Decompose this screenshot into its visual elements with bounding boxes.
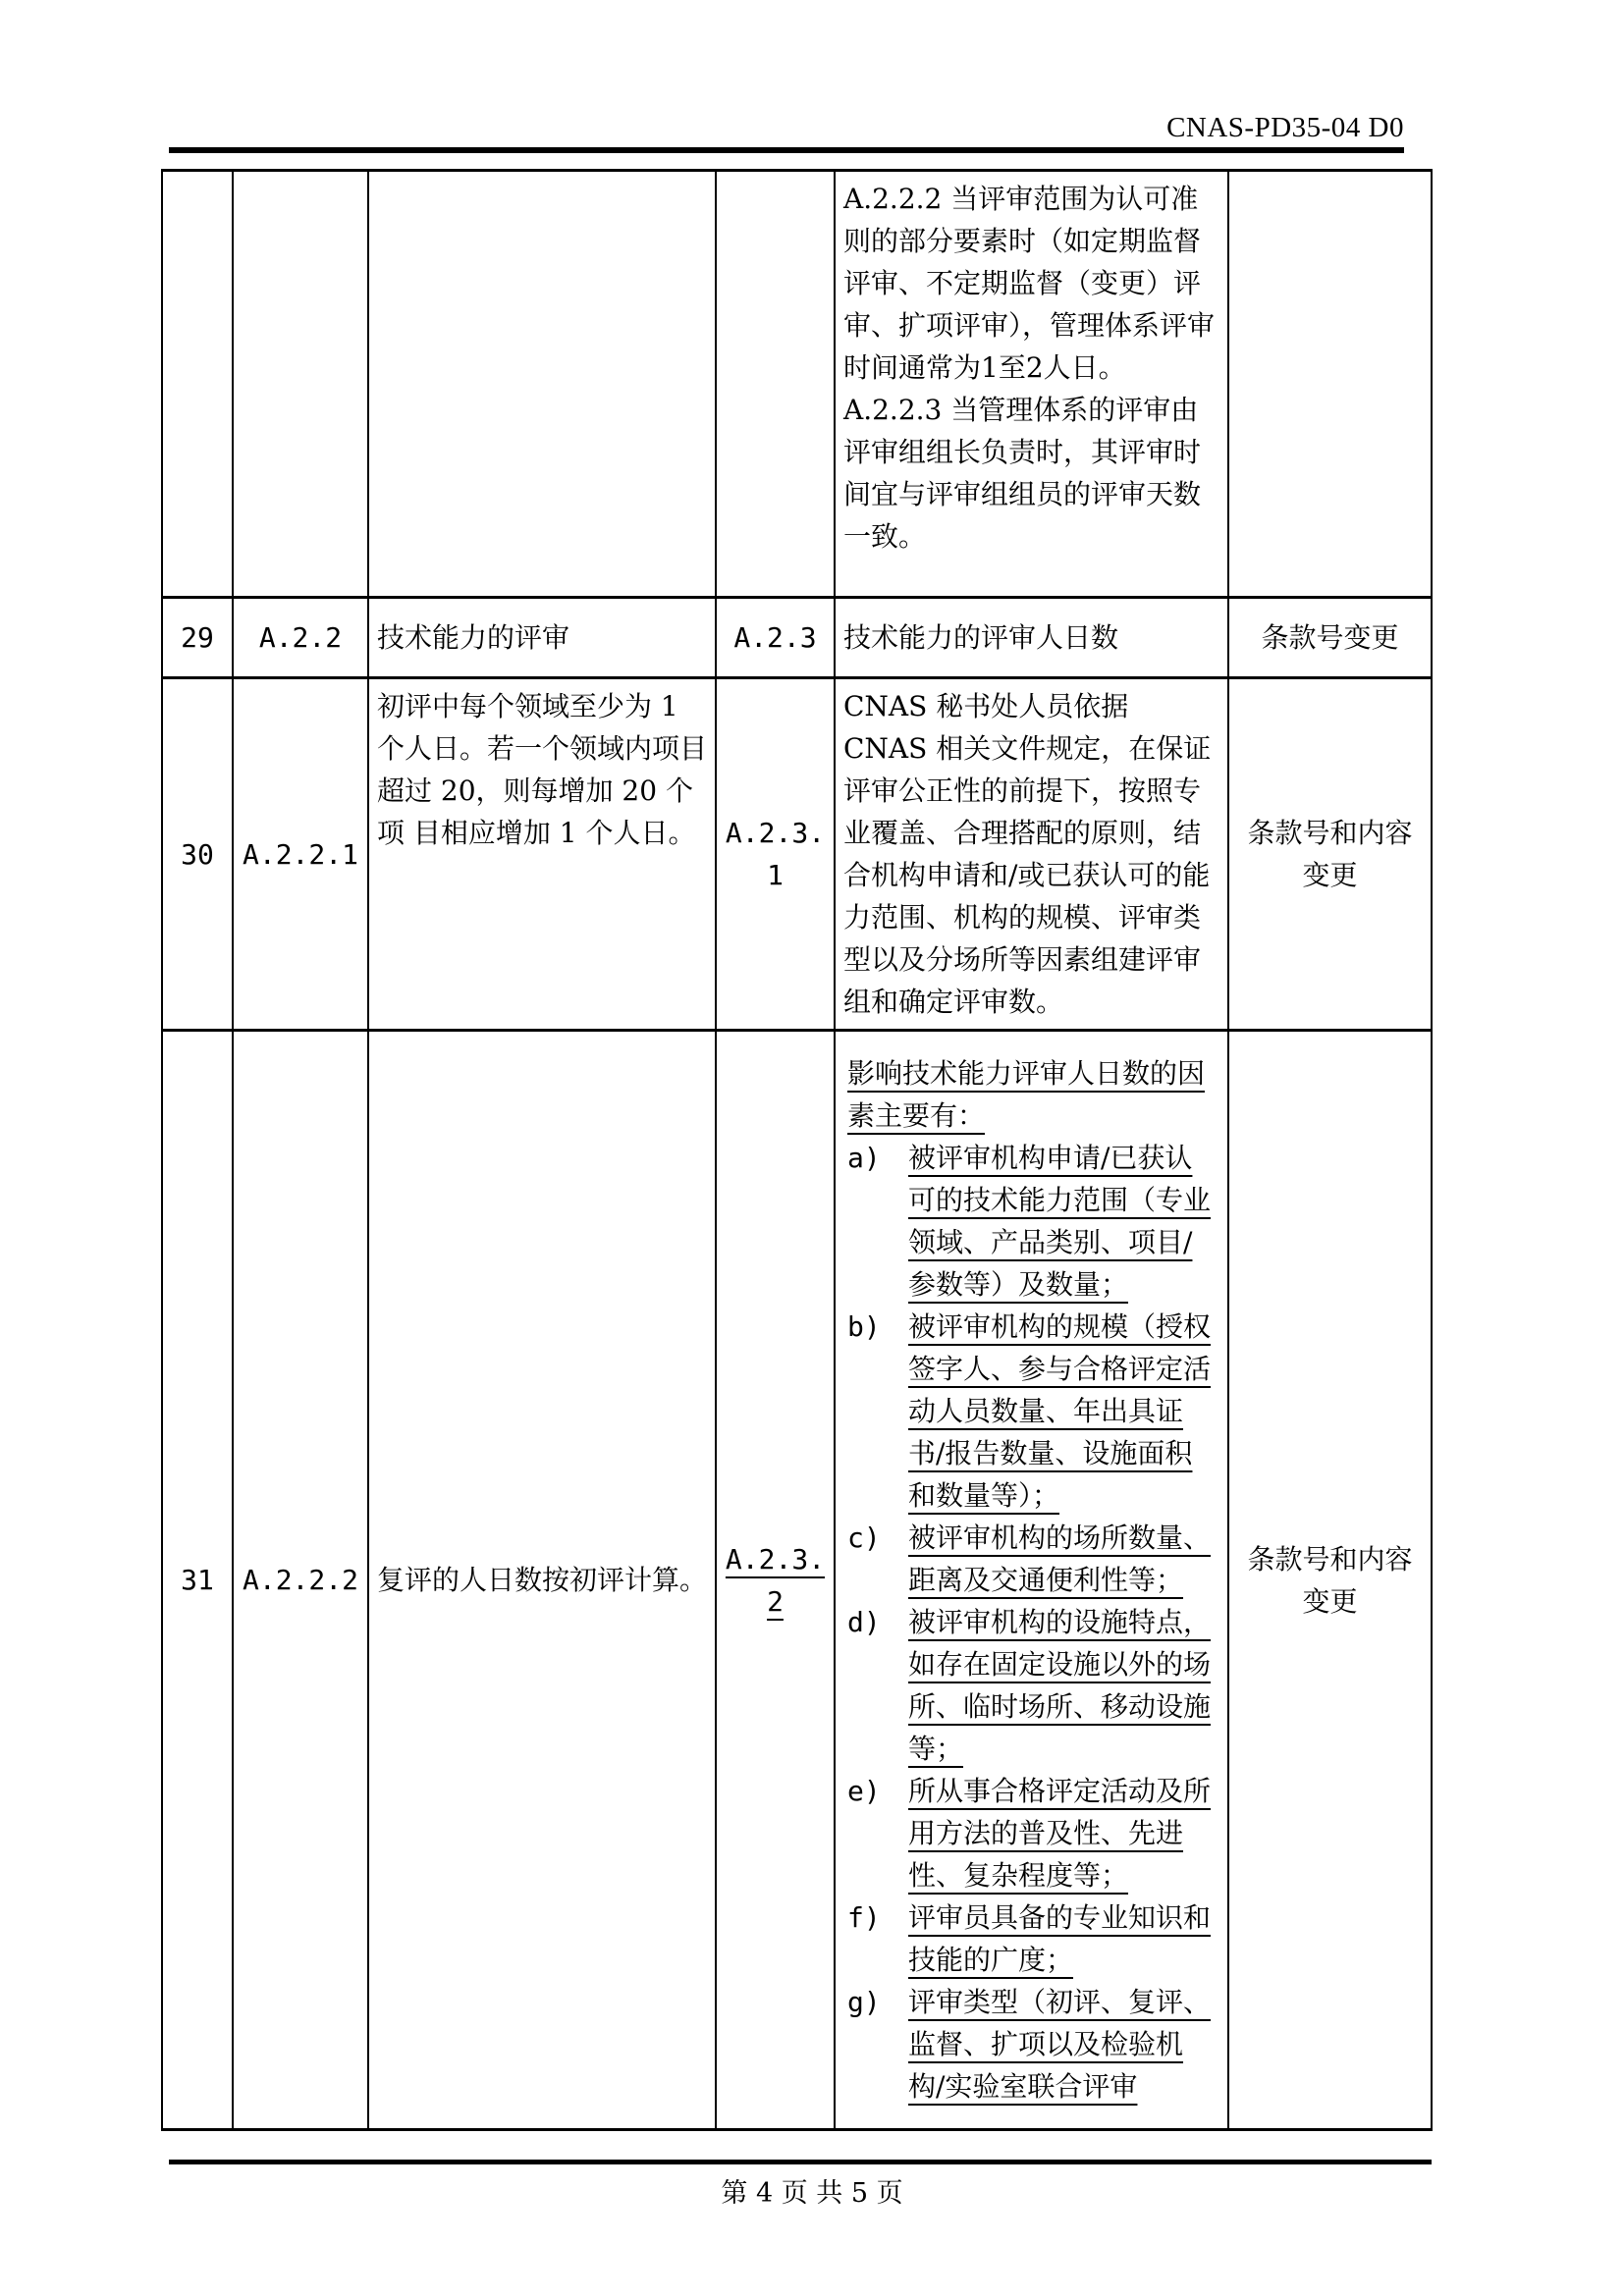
factor-list <box>847 1137 1216 2108</box>
list-item <box>847 1770 1216 1896</box>
list-item-marker: b) <box>847 1310 881 1343</box>
old-clause-cell: A.2.2.2 <box>233 1031 368 2130</box>
old-clause-cell <box>233 171 368 598</box>
table-row <box>162 1031 1432 2130</box>
list-item <box>847 1601 1216 1770</box>
old-text-cell: 初评中每个领域至少为 1 个人日。若一个领域内项目超过 20，则每增加 20 个项 目相应增加 1 个人日。 <box>368 678 716 1031</box>
list-item-text: 评审员具备的专业知识和技能的广度； <box>908 1901 1212 1976</box>
change-type-cell: 条款号和内容变更 <box>1228 1031 1432 2130</box>
new-text-cell <box>835 1031 1228 2130</box>
new-text-paragraph: A.2.2.2 当评审范围为认可准则的部分要素时（如定期监督评审、不定期监督（变更）评审、扩项评审），管理体系评审时间通常为1至2人日。 <box>843 183 1216 384</box>
new-text-paragraph: A.2.2.3 当管理体系的评审由评审组组长负责时，其评审时间宜与评审组组员的评审天数一致。 <box>843 394 1202 553</box>
list-item <box>847 1517 1216 1601</box>
new-clause-cell <box>716 171 835 598</box>
new-text-cell: CNAS 秘书处人员依据 CNAS 相关文件规定，在保证评审公正性的前提下，按照专业覆盖、合理搭配的原则，结合机构申请和/或已获认可的能力范围、机构的规模、评审类型以及分场所等因素组建评审组和确定评审数。 <box>835 678 1228 1031</box>
change-type-cell: 条款号变更 <box>1228 598 1432 678</box>
old-text-cell <box>368 171 716 598</box>
new-text-cell <box>835 171 1228 598</box>
page-number: 第 4 页 共 5 页 <box>721 2178 903 2209</box>
list-item <box>847 1981 1216 2108</box>
change-type-cell <box>1228 171 1432 598</box>
list-item-text: 被评审机构的场所数量、距离及交通便利性等； <box>908 1522 1212 1596</box>
list-item-marker: g) <box>847 1986 881 2018</box>
change-type-cell: 条款号和内容变更 <box>1228 678 1432 1031</box>
doc-code: CNAS-PD35-04 D0 <box>1166 112 1404 143</box>
list-item <box>847 1306 1216 1517</box>
row-no-cell: 30 <box>162 678 233 1031</box>
list-item-text: 评审类型（初评、复评、监督、扩项以及检验机构/实验室联合评审 <box>908 1986 1212 2103</box>
new-clause-cell: A.2.3.1 <box>716 678 835 1031</box>
list-item <box>847 1137 1216 1306</box>
list-item-marker: f) <box>847 1901 881 1934</box>
list-item-text: 被评审机构申请/已获认可的技术能力范围（专业领域、产品类别、项目/参数等）及数量； <box>908 1142 1212 1301</box>
revision-table <box>161 169 1433 2131</box>
list-item-marker: e) <box>847 1775 881 1807</box>
factor-intro: 影响技术能力评审人日数的因素主要有： <box>847 1057 1206 1132</box>
list-item <box>847 1896 1216 1981</box>
list-item-marker: c) <box>847 1522 881 1554</box>
row-no-cell: 31 <box>162 1031 233 2130</box>
new-text-cell: 技术能力的评审人日数 <box>835 598 1228 678</box>
list-item-text: 被评审机构的规模（授权签字人、参与合格评定活动人员数量、年出具证书/报告数量、设施面积和数量等）； <box>908 1310 1212 1512</box>
old-clause-cell: A.2.2 <box>233 598 368 678</box>
old-text-cell: 复评的人日数按初评计算。 <box>368 1031 716 2130</box>
footer-rule <box>169 2160 1432 2164</box>
table-row <box>162 598 1432 678</box>
list-item-text: 被评审机构的设施特点，如存在固定设施以外的场所、临时场所、移动设施等； <box>908 1606 1212 1765</box>
new-clause-cell: A.2.3.2 <box>716 1031 835 2130</box>
old-clause-cell: A.2.2.1 <box>233 678 368 1031</box>
table-row-continuation <box>162 171 1432 598</box>
list-item-marker: a) <box>847 1142 881 1174</box>
row-no-cell: 29 <box>162 598 233 678</box>
table-row <box>162 678 1432 1031</box>
new-clause-cell: A.2.3 <box>716 598 835 678</box>
list-item-marker: d) <box>847 1606 881 1638</box>
old-text-cell: 技术能力的评审 <box>368 598 716 678</box>
header-rule <box>169 147 1404 153</box>
row-no-cell <box>162 171 233 598</box>
list-item-text: 所从事合格评定活动及所用方法的普及性、先进性、复杂程度等； <box>908 1775 1212 1892</box>
